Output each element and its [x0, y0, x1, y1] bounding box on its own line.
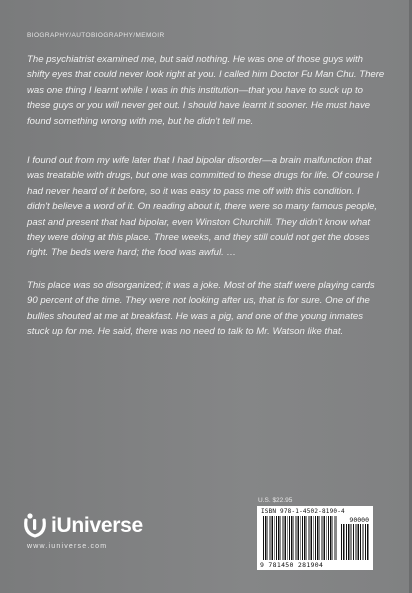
- isbn-barcode: [257, 506, 373, 570]
- blurb-paragraph-3: This place was so disorganized; it was a joke. Most of the staff were playing cards 90 percent of the time. They were not looking after us, that is for sure. One of the bullies shouted at me at breakfast. He was a pig, and one of the young inmates stuck up for me. He said, there was no need to talk to Mr. Watson like that.: [27, 280, 375, 338]
- blurb-paragraph-2: I found out from my wife later that I had bipolar disorder—a brain malfunction that was treatable with drugs, but one was committed to these drugs for life. Of course I had never heard of it before, so it was easy to pass me off with this condition. I didn't believe a word of it. On reading about it, there were so many famous people, past and present that had bipolar, even Winston Churchill. They didn't know what they were doing at this place. Three weeks, and they still could not get the doses right. The beds were hard; the food was awful. …: [27, 155, 379, 259]
- barcode-digits: 9 781450 281904: [260, 561, 324, 569]
- category-label: BIOGRAPHY/AUTOBIOGRAPHY/MEMOIR: [27, 32, 165, 39]
- barcode-price-code: 90000: [349, 516, 369, 524]
- iuniverse-logo-icon: [22, 511, 48, 539]
- publisher-name: iUniverse: [51, 514, 143, 537]
- price-label: U.S. $22.95: [258, 497, 293, 504]
- isbn-text: ISBN 978-1-4502-8190-4: [261, 508, 345, 515]
- blurb-paragraph-1: The psychiatrist examined me, but said nothing. He was one of those guys with shifty eyes that could never look right at you. I called him Doctor Fu Man Chu. There was one thing I learnt while I was in this institution—that you have to suck up to these guys or you will never get out. I should have learnt it sooner. He must have found something wrong with me, but he didn't tell me.: [27, 54, 385, 127]
- barcode-bars: [263, 516, 337, 560]
- barcode-addon-bars: [341, 524, 369, 560]
- publisher-url: www.iuniverse.com: [27, 543, 108, 550]
- publisher-logo: [22, 511, 162, 541]
